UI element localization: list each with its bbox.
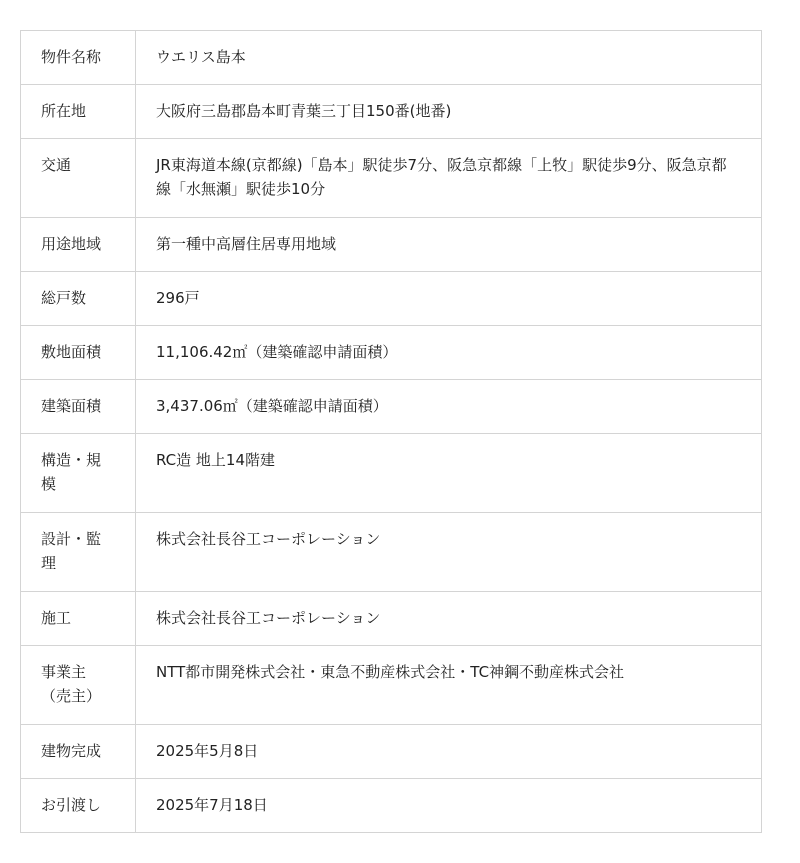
table-row: [21, 434, 762, 513]
row-label: 敷地面積: [21, 326, 136, 380]
row-value: 株式会社長谷工コーポレーション: [136, 592, 762, 646]
row-label: 交通: [21, 139, 136, 218]
row-label: 用途地域: [21, 218, 136, 272]
row-value: 大阪府三島郡島本町青葉三丁目150番(地番): [136, 85, 762, 139]
table-row: [21, 31, 762, 85]
table-row: [21, 779, 762, 833]
table-row: [21, 380, 762, 434]
row-value: 2025年5月8日: [136, 725, 762, 779]
row-label: 総戸数: [21, 272, 136, 326]
row-value: 株式会社長谷工コーポレーション: [136, 513, 762, 592]
row-label: 所在地: [21, 85, 136, 139]
table-row: [21, 513, 762, 592]
table-row: [21, 272, 762, 326]
row-label: 建築面積: [21, 380, 136, 434]
row-label: 構造・規模: [21, 434, 136, 513]
table-row: [21, 326, 762, 380]
row-label: お引渡し: [21, 779, 136, 833]
row-label: 事業主（売主）: [21, 646, 136, 725]
table-row: [21, 646, 762, 725]
row-value: 3,437.06㎡（建築確認申請面積）: [136, 380, 762, 434]
table-row: [21, 139, 762, 218]
row-label: 物件名称: [21, 31, 136, 85]
row-value: JR東海道本線(京都線)「島本」駅徒歩7分、阪急京都線「上牧」駅徒歩9分、阪急京都線「水無瀬」駅徒歩10分: [136, 139, 762, 218]
row-label: 設計・監理: [21, 513, 136, 592]
row-value: 11,106.42㎡（建築確認申請面積）: [136, 326, 762, 380]
property-info-table: [20, 30, 762, 833]
row-value: ウエリス島本: [136, 31, 762, 85]
table-row: [21, 218, 762, 272]
row-value: NTT都市開発株式会社・東急不動産株式会社・TC神鋼不動産株式会社: [136, 646, 762, 725]
table-row: [21, 725, 762, 779]
row-value: RC造 地上14階建: [136, 434, 762, 513]
row-value: 296戸: [136, 272, 762, 326]
row-value: 2025年7月18日: [136, 779, 762, 833]
row-value: 第一種中高層住居専用地域: [136, 218, 762, 272]
row-label: 施工: [21, 592, 136, 646]
table-row: [21, 592, 762, 646]
table-row: [21, 85, 762, 139]
row-label: 建物完成: [21, 725, 136, 779]
